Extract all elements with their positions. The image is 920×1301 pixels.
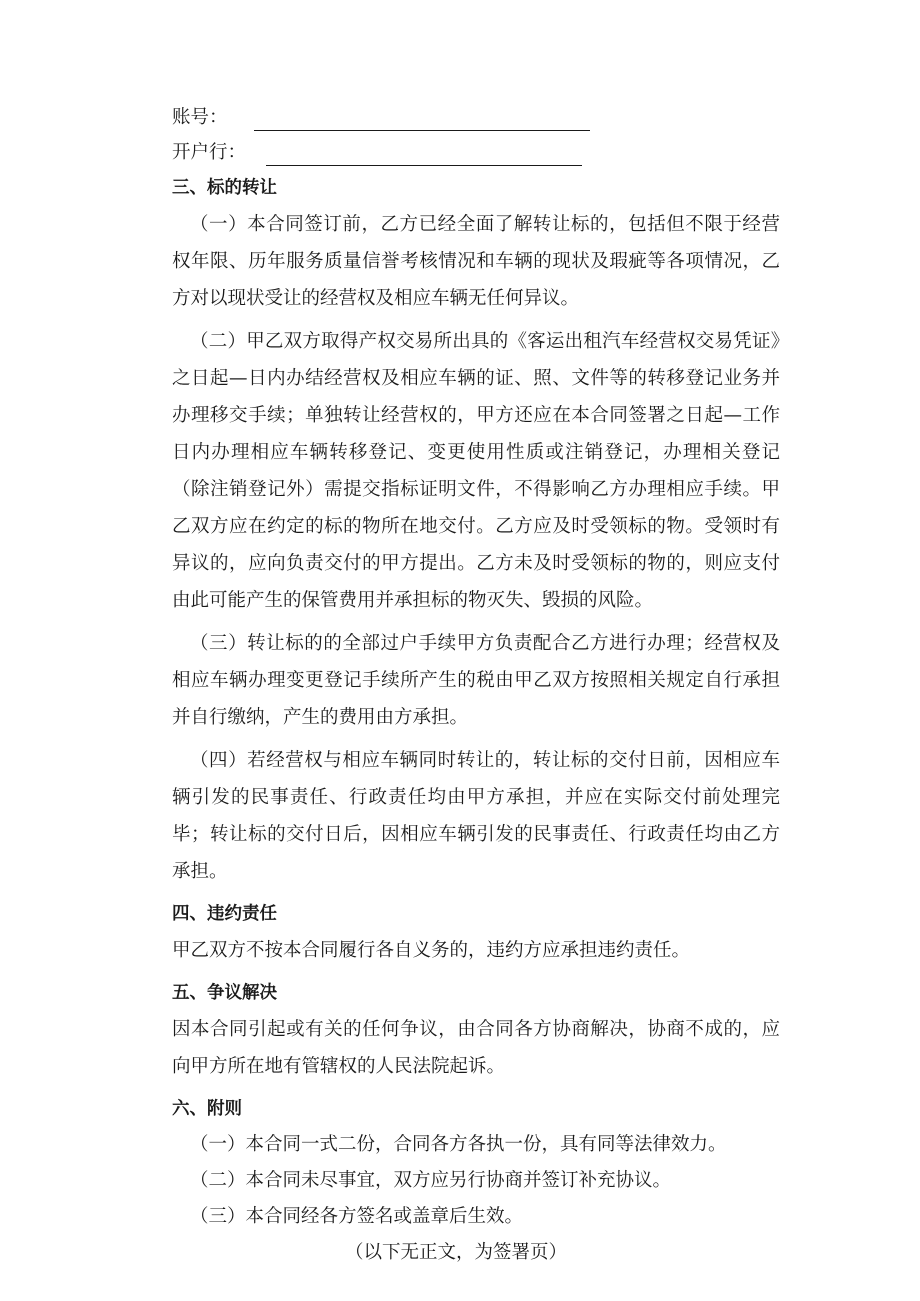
account-number-field — [172, 100, 780, 135]
section-heading-dispute: 五、争议解决 — [172, 983, 277, 1003]
bank-field — [172, 135, 780, 170]
transfer-clause-3: （三）转让标的的全部过户手续甲方负责配合乙方进行办理；经营权及相应车辆办理变更登记手续所产生的税由甲乙双方按照相关规定自行承担并自行缴纳，产生的费用由方承担。 — [172, 633, 780, 728]
supplementary-item: （二）本合同未尽事宜，双方应另行协商并签订补充协议。 — [190, 1170, 672, 1191]
contract-page — [172, 100, 780, 1271]
dispute-clause: 因本合同引起或有关的任何争议，由合同各方协商解决，协商不成的，应向甲方所在地有管辖权的人民法院起诉。 — [172, 1019, 780, 1077]
transfer-clause-2: （二）甲乙双方取得产权交易所出具的《客运出租汽车经营权交易凭证》之日起—日内办结经营权及相应车辆的证、照、文件等的转移登记业务并办理移交手续；单独转让经营权的，甲方还应在本合同签署之日起—工作日内办理相应车辆转移登记、变更使用性质或注销登记，办理相关登记（除注销登记外）需提交指标证明文件，不得影响乙方办理相应手续。甲乙双方应在约定的标的物所在地交付。乙方应及时受领标的物。受领时有异议的，应向负责交付的甲方提出。乙方未及时受领标的物的，则应支付由此可能产生的保管费用并承担标的物灭失、毁损的风险。 — [172, 331, 780, 611]
supplementary-item: （三）本合同经各方签名或盖章后生效。 — [190, 1206, 524, 1227]
bank-label: 开户行： — [172, 142, 247, 163]
section-heading-supplementary: 六、附则 — [172, 1099, 242, 1119]
supplementary-item: （一）本合同一式二份，合同各方各执一份，具有同等法律效力。 — [190, 1134, 727, 1155]
account-number-label: 账号： — [172, 107, 228, 128]
breach-clause: 甲乙双方不按本合同履行各自义务的，违约方应承担违约责任。 — [172, 940, 691, 961]
transfer-clause-4: （四）若经营权与相应车辆同时转让的，转让标的交付日前，因相应车辆引发的民事责任、行政责任均由甲方承担，并应在实际交付前处理完毕；转让标的交付日后，因相应车辆引发的民事责任、行政责任均由乙方承担。 — [172, 750, 780, 882]
section-heading-transfer: 三、标的转让 — [172, 178, 277, 198]
closing-note: （以下无正文，为签署页） — [344, 1242, 567, 1263]
bank-blank — [266, 145, 582, 166]
account-number-blank — [254, 110, 590, 131]
transfer-clause-1: （一）本合同签订前，乙方已经全面了解转让标的，包括但不限于经营权年限、历年服务质量信誉考核情况和车辆的现状及瑕疵等各项情况，乙方对以现状受让的经营权及相应车辆无任何异议。 — [172, 214, 780, 309]
section-heading-breach: 四、违约责任 — [172, 904, 277, 924]
